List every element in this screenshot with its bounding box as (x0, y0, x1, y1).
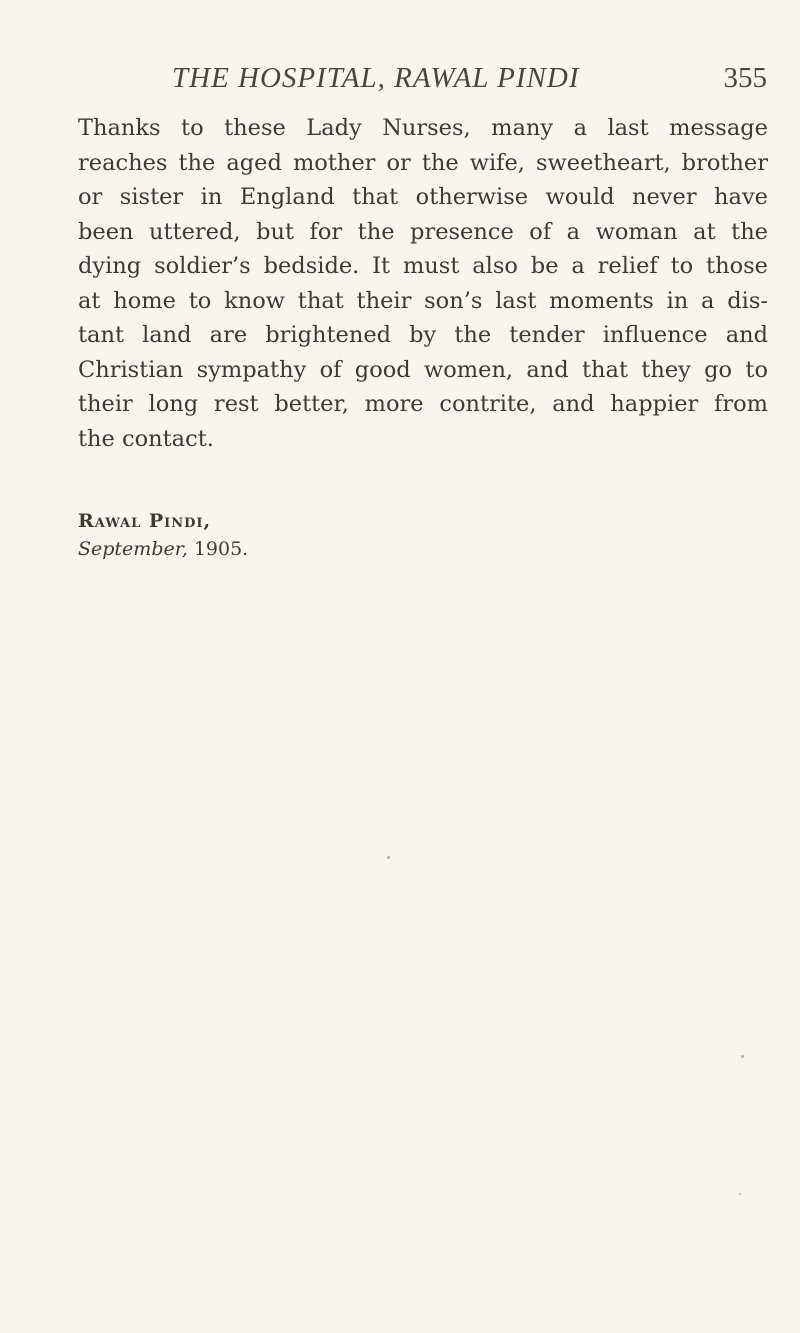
text-line: tant land are brightened by the tender influence and (78, 322, 768, 348)
signoff-month: September, (78, 538, 188, 560)
running-title: THE HOSPITAL, RAWAL PINDI (172, 62, 580, 94)
signoff-place: Rawal Pindi, (78, 510, 212, 532)
text-line: reaches the aged mother or the wife, sweetheart, brother (78, 149, 768, 176)
text-line: been uttered, but for the presence of a woman at the (78, 218, 768, 245)
text-line: Christian sympathy of good women, and that they go to (78, 356, 768, 383)
text-line: at home to know that their son’s last moments in a dis- (78, 287, 768, 314)
text-line: their long rest better, more contrite, and happier from (78, 391, 768, 417)
signoff-year: 1905. (193, 538, 249, 560)
text-line: Thanks to these Lady Nurses, many a last message (78, 115, 768, 141)
signoff-date (78, 535, 248, 563)
paper-speck (387, 856, 390, 859)
running-head (172, 62, 772, 102)
paper-speck (741, 1055, 744, 1058)
text-line: or sister in England that otherwise would never have (78, 184, 768, 210)
page-number: 355 (723, 62, 767, 94)
text-line: dying soldier’s bedside. It must also be a relief to those (78, 253, 768, 279)
body-paragraph (78, 111, 768, 456)
signoff (78, 507, 248, 563)
text-line: the contact. (78, 425, 214, 452)
paper-speck (739, 1193, 741, 1195)
